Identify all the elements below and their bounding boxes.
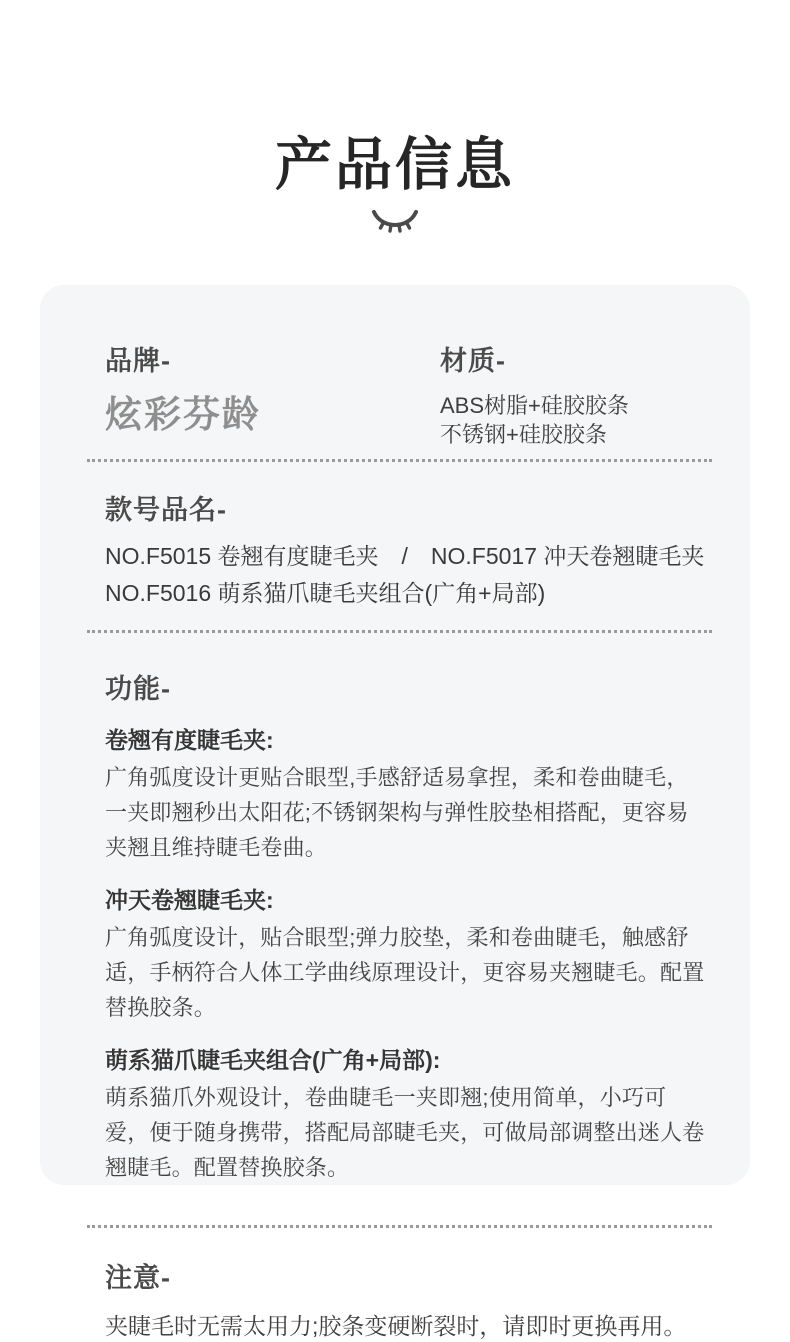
brand-logo: 炫彩芬龄 bbox=[105, 394, 261, 436]
feature-description: 萌系猫爪外观设计，卷曲睫毛一夹即翘;使用简单，小巧可爱，便于随身携带，搭配局部睫毛夹，可做局部调整出迷人卷翘睫毛。配置替换胶条。 bbox=[105, 1085, 705, 1181]
feature-item bbox=[105, 1045, 710, 1185]
feature-name: 卷翘有度睫毛夹: bbox=[105, 727, 274, 754]
model-lines bbox=[105, 538, 710, 612]
notice-text: 夹睫毛时无需太用力;胶条变硬断裂时，请即时更换再用。 bbox=[105, 1313, 687, 1340]
model-line: NO.F5016 萌系猫爪睫毛夹组合(广角+局部) bbox=[105, 580, 546, 607]
brand-label: 品牌- bbox=[105, 346, 171, 377]
feature-name: 冲天卷翘睫毛夹: bbox=[105, 887, 274, 914]
page-title: 产品信息 bbox=[275, 133, 515, 197]
material-lines bbox=[440, 391, 710, 449]
material-line: ABS树脂+硅胶胶条 bbox=[440, 393, 629, 419]
feature-description: 广角弧度设计更贴合眼型,手感舒适易拿捏，柔和卷曲睫毛，一夹即翘秒出太阳花;不锈钢架构与弹性胶垫相搭配，更容易夹翘且维持睫毛卷曲。 bbox=[105, 765, 689, 861]
dotted-divider bbox=[87, 459, 712, 462]
notice-label: 注意- bbox=[105, 1263, 171, 1294]
material-line: 不锈钢+硅胶胶条 bbox=[440, 422, 607, 448]
material-label: 材质- bbox=[440, 346, 506, 377]
model-label: 款号品名- bbox=[105, 495, 227, 526]
feature-item bbox=[105, 725, 710, 865]
features-section bbox=[105, 673, 710, 1185]
dotted-divider bbox=[87, 1225, 712, 1228]
model-section bbox=[105, 494, 710, 612]
material-section bbox=[440, 345, 710, 449]
product-info-card bbox=[40, 285, 750, 1340]
brand-section bbox=[105, 345, 440, 449]
brand-material-row bbox=[105, 345, 710, 449]
model-line: NO.F5015 卷翘有度睫毛夹 / NO.F5017 冲天卷翘睫毛夹 bbox=[105, 543, 705, 570]
feature-item bbox=[105, 885, 710, 1025]
notice-section bbox=[105, 1262, 710, 1342]
closed-eye-lashes-icon bbox=[0, 207, 790, 237]
feature-name: 萌系猫爪睫毛夹组合(广角+局部): bbox=[105, 1047, 441, 1074]
dotted-divider bbox=[87, 630, 712, 633]
feature-description: 广角弧度设计，贴合眼型;弹力胶垫，柔和卷曲睫毛，触感舒适，手柄符合人体工学曲线原理设计，更容易夹翘睫毛。配置替换胶条。 bbox=[105, 925, 705, 1021]
features-label: 功能- bbox=[105, 674, 171, 705]
